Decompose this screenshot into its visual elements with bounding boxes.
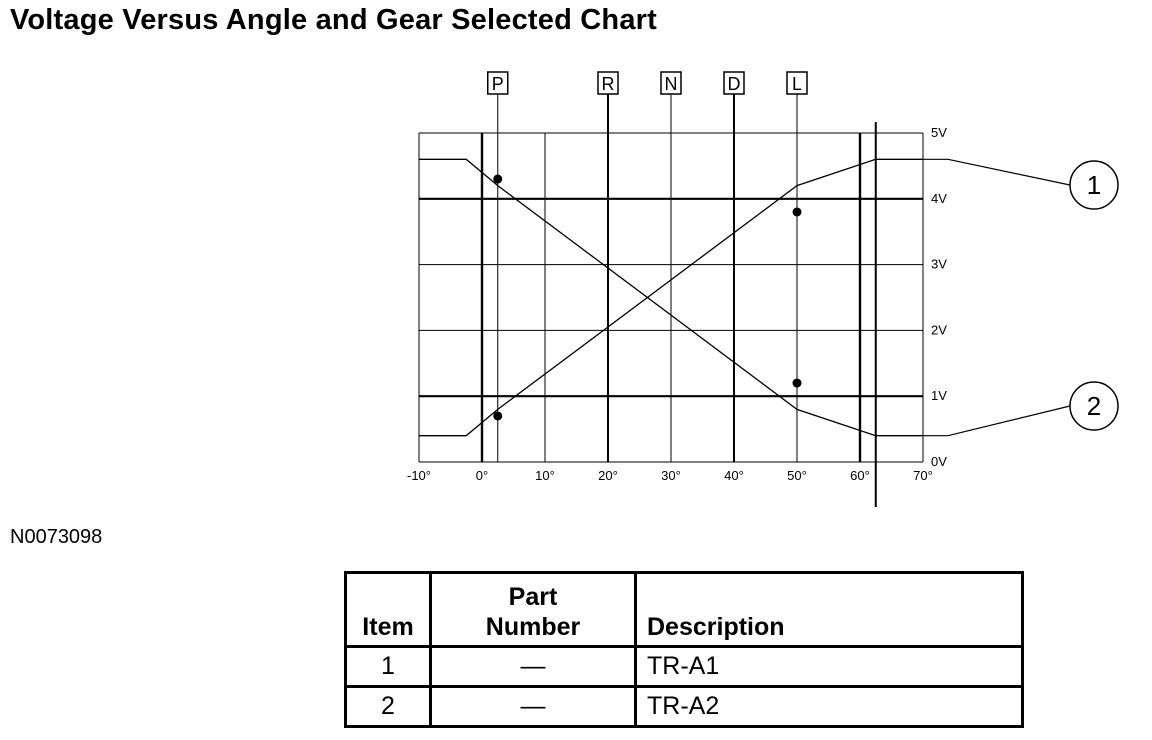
data-point bbox=[793, 207, 802, 216]
x-tick-label: 40° bbox=[724, 468, 744, 483]
cell-description: TR-A1 bbox=[636, 647, 1023, 687]
gear-label-p: P bbox=[491, 74, 504, 94]
x-tick-label: 0° bbox=[475, 468, 489, 483]
x-tick-label: 20° bbox=[598, 468, 618, 483]
callout-leader-1 bbox=[923, 159, 1070, 185]
figure-id: N0073098 bbox=[10, 526, 103, 548]
x-tick-label: 60° bbox=[850, 468, 870, 483]
data-point bbox=[793, 379, 802, 388]
callout-label-2: 2 bbox=[1086, 391, 1102, 421]
gear-label-l: L bbox=[791, 74, 803, 94]
y-tick-label: 2V bbox=[931, 322, 947, 338]
y-tick-label: 5V bbox=[931, 125, 947, 140]
data-point bbox=[493, 175, 502, 184]
gear-label-n: N bbox=[664, 74, 678, 94]
x-tick-label: -10° bbox=[407, 468, 431, 483]
callout-label-1: 1 bbox=[1086, 170, 1102, 200]
cell-part-number: — bbox=[431, 687, 636, 727]
x-tick-label: 30° bbox=[661, 468, 681, 483]
y-tick-label: 3V bbox=[931, 256, 947, 272]
x-tick-label: 70° bbox=[913, 468, 933, 483]
cell-item: 2 bbox=[346, 687, 431, 727]
cell-item: 1 bbox=[346, 647, 431, 687]
table-row bbox=[346, 687, 1023, 727]
y-tick-label: 0V bbox=[931, 454, 947, 469]
callout-leader-2 bbox=[923, 406, 1070, 436]
x-tick-label: 10° bbox=[535, 468, 555, 483]
page-title: Voltage Versus Angle and Gear Selected Chart bbox=[10, 4, 658, 36]
cell-description: TR-A2 bbox=[636, 687, 1023, 727]
y-tick-label: 4V bbox=[931, 190, 947, 206]
gear-label-d: D bbox=[727, 74, 741, 94]
column-header-description: Description bbox=[636, 573, 1023, 647]
table-row bbox=[346, 647, 1023, 687]
data-point bbox=[493, 411, 502, 420]
gear-label-r: R bbox=[601, 74, 615, 94]
legend-table bbox=[344, 571, 1024, 728]
column-header-item: Item bbox=[346, 573, 431, 647]
table-header-row bbox=[346, 573, 1023, 647]
column-header-part-number: Part Number bbox=[431, 573, 636, 647]
x-tick-label: 50° bbox=[787, 468, 807, 483]
y-tick-label: 1V bbox=[931, 388, 947, 404]
cell-part-number: — bbox=[431, 647, 636, 687]
